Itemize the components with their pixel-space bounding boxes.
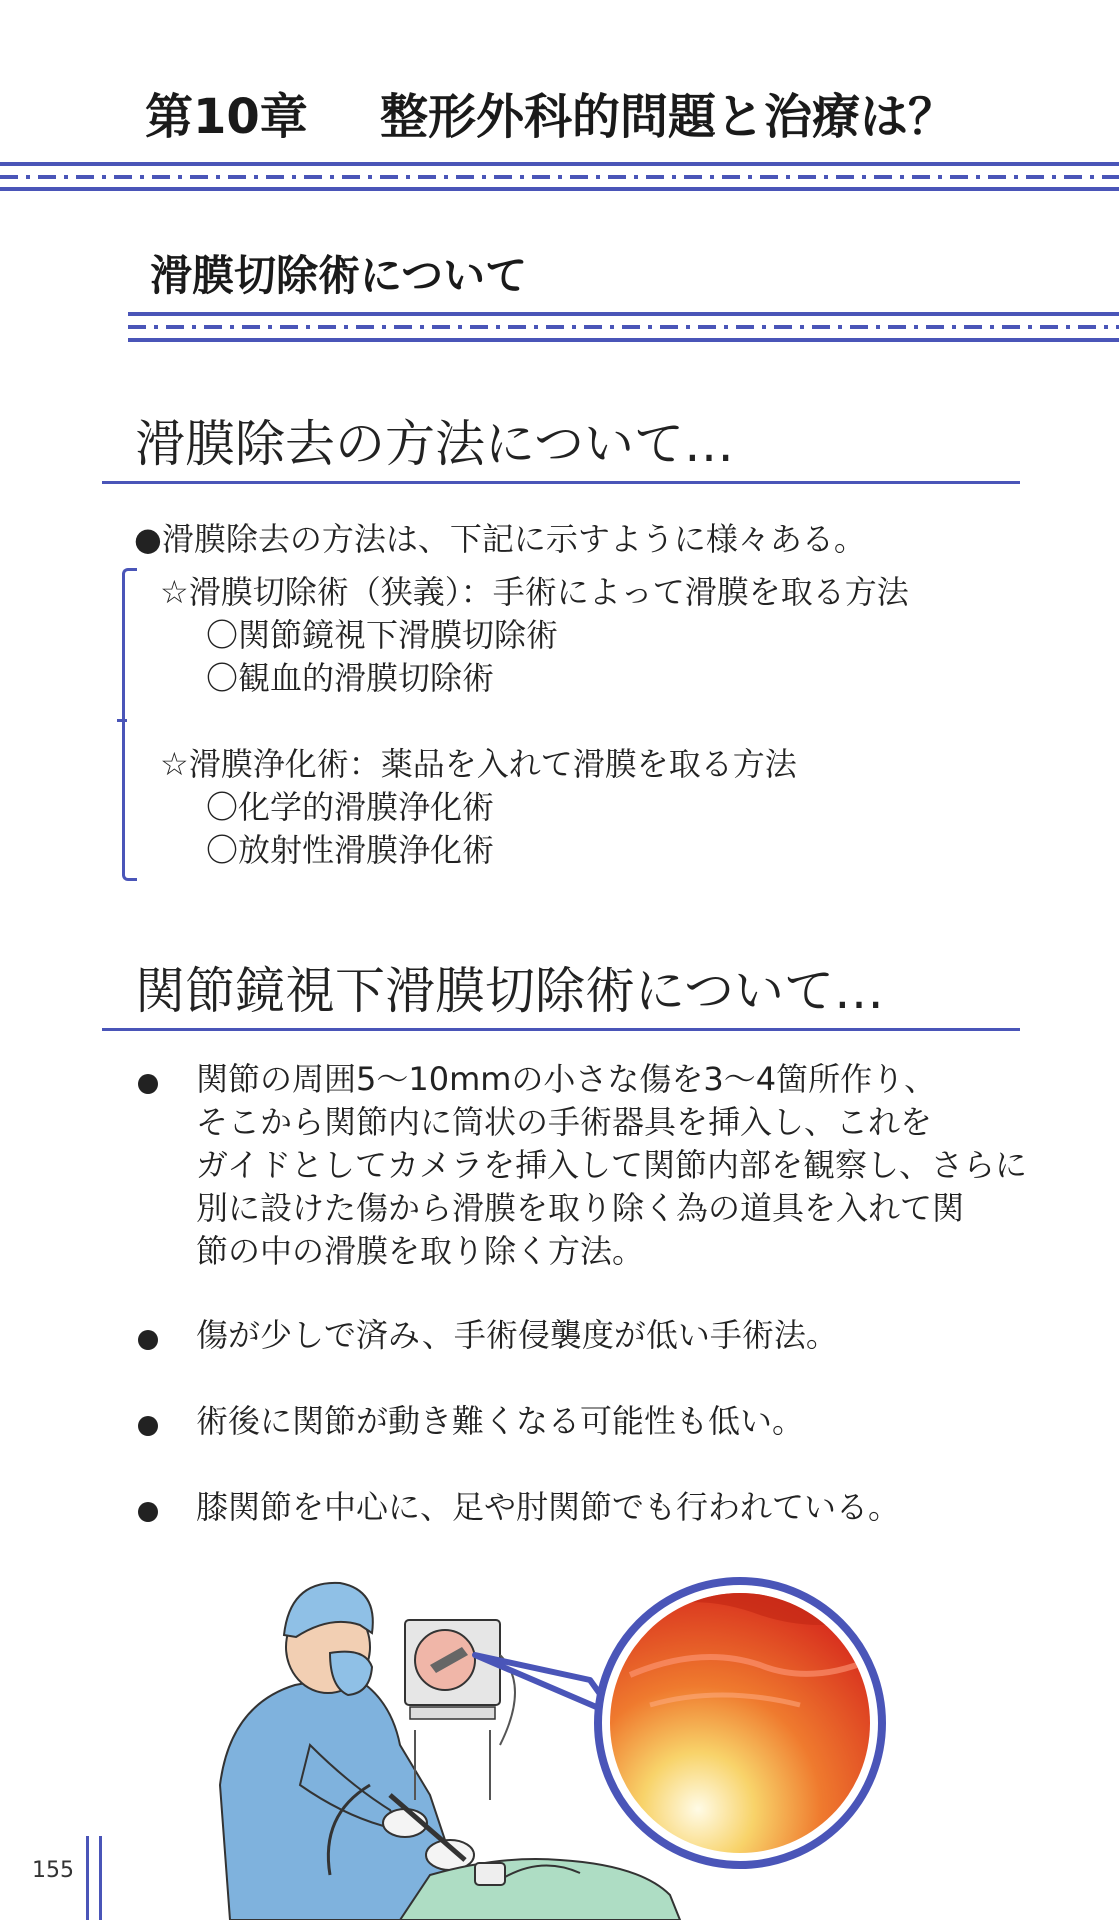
arthroscopic-heading: 関節鏡視下滑膜切除術について… [135,962,884,1020]
paragraph-line: 節の中の滑膜を取り除く方法。 [196,1232,645,1270]
section-rule-dash [128,325,1119,329]
section-title: 滑膜切除術について [150,251,528,300]
chapter-header [145,78,956,147]
group1-item: 〇関節鏡視下滑膜切除術 [206,616,559,654]
paragraph-line: 別に設けた傷から滑膜を取り除く為の道具を入れて関 [196,1189,965,1227]
arthroscopy-illustration [200,1555,920,1920]
bullet-dot [138,1074,158,1094]
group1-item: 〇観血的滑膜切除術 [206,659,495,697]
paragraph-line: そこから関節内に筒状の手術器具を挿入し、これを [196,1103,933,1141]
header-rule-top [0,162,1119,166]
bullet-dot [138,1416,158,1436]
page-edge-line [99,1836,102,1920]
arthroscopic-heading-underline [102,1028,1020,1031]
page-edge-line [86,1836,89,1920]
methods-heading-underline [102,481,1020,484]
header-rule-bottom [0,187,1119,191]
group2-title: ☆滑膜浄化術：薬品を入れて滑膜を取る方法 [160,745,797,783]
chapter-number: 第10章 [145,89,308,145]
header-rule-dash [0,175,1119,179]
bullet-text: 膝関節を中心に、足や肘関節でも行われている。 [196,1488,901,1526]
joint-interior-view-icon [598,1581,882,1865]
methods-intro: ●滑膜除去の方法は、下記に示すように様々ある。 [134,520,866,558]
paragraph-line: ガイドとしてカメラを挿入して関節内部を観察し、さらに [196,1146,1028,1184]
bullet-dot [138,1502,158,1522]
bullet-text: 術後に関節が動き難くなる可能性も低い。 [196,1402,805,1440]
methods-bracket-tick [117,719,127,722]
monitor-icon [405,1620,515,1800]
group2-item: 〇化学的滑膜浄化術 [206,788,495,826]
chapter-title: 整形外科的問題と治療は？ [380,89,957,145]
group2-item: 〇放射性滑膜浄化術 [206,831,495,869]
page-number: 155 [32,1858,74,1883]
methods-heading: 滑膜除去の方法について… [135,415,734,473]
methods-bracket [122,568,137,881]
group1-title: ☆滑膜切除術（狭義）：手術によって滑膜を取る方法 [160,573,909,611]
bullet-paragraph [196,1058,1026,1273]
paragraph-line: 関節の周囲5～10mmの小さな傷を3～4箇所作り、 [196,1060,937,1098]
bullet-text: 傷が少しで済み、手術侵襲度が低い手術法。 [196,1316,838,1354]
section-rule-bottom [128,338,1119,342]
bullet-dot [138,1330,158,1350]
section-rule-top [128,312,1119,316]
